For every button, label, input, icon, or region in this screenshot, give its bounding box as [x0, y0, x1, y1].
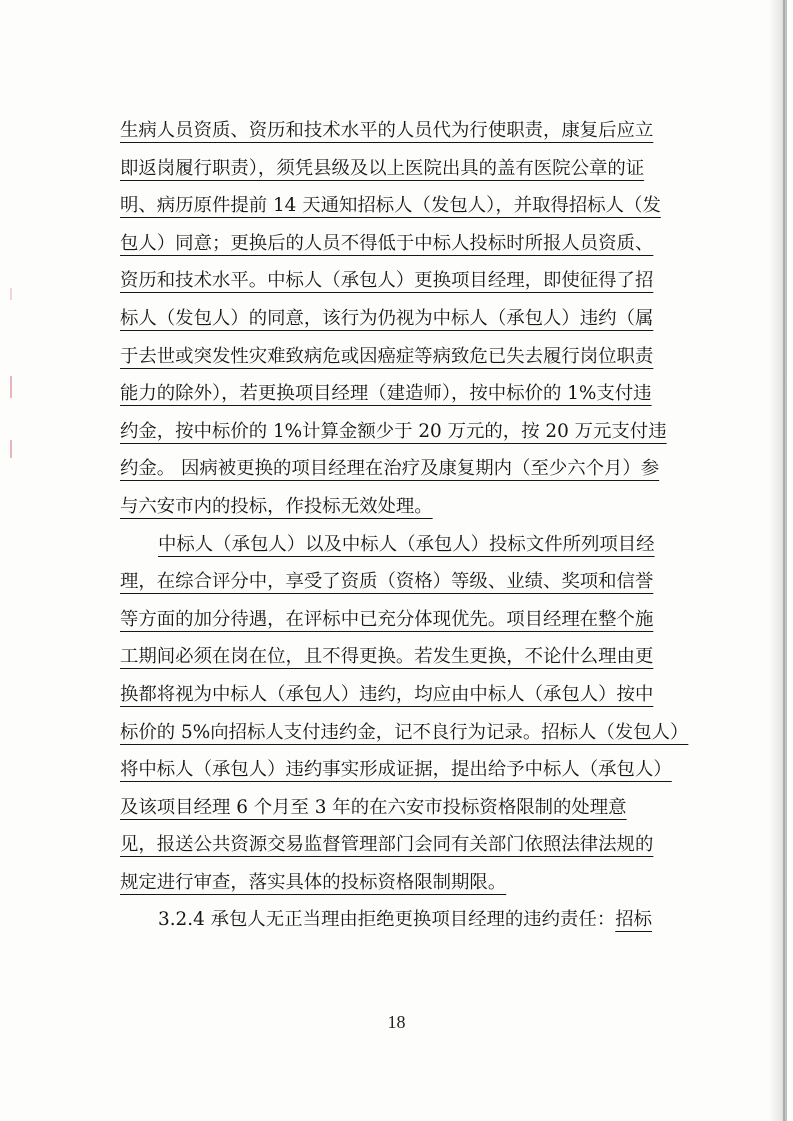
- paragraph-1: [120, 112, 690, 526]
- text-line: 见，报送公共资源交易监督管理部门会同有关部门依照法律法规的: [120, 834, 654, 856]
- text-line: 能力的除外），若更换项目经理（建造师），按中标价的 1%支付违: [120, 383, 652, 405]
- scan-edge-line: [783, 0, 785, 1121]
- body-text: [120, 112, 690, 939]
- text-line: 规定进行审查，落实具体的投标资格限制期限。: [120, 871, 507, 893]
- scan-artifact-mark: [10, 440, 12, 458]
- text-line: 工期间必须在岗在位，且不得更换。若发生更换，不论什么理由更: [120, 646, 654, 668]
- paragraph-3: [120, 901, 690, 939]
- section-heading-line: [120, 901, 690, 939]
- text-line: 将中标人（承包人）违约事实形成证据，提出给予中标人（承包人）: [120, 759, 672, 781]
- text-line: 资历和技术水平。中标人（承包人）更换项目经理，即使征得了招: [120, 270, 654, 292]
- text-line: 及该项目经理 6 个月至 3 年的在六安市投标资格限制的处理意: [120, 796, 627, 818]
- text-line: 即返岗履行职责），须凭县级及以上医院出具的盖有医院公章的证: [120, 157, 645, 179]
- text-line: 约金，按中标价的 1%计算金额少于 20 万元的，按 20 万元支付违: [120, 420, 667, 442]
- scan-artifact-mark: [10, 376, 12, 398]
- text-line: 标价的 5%向招标人支付违约金，记不良行为记录。招标人（发包人）: [120, 721, 689, 743]
- paragraph-2: [120, 526, 690, 902]
- text-line: 约金。 因病被更换的项目经理在治疗及康复期内（至少六个月）参: [120, 458, 660, 480]
- text-line: 等方面的加分待遇，在评标中已充分体现优先。项目经理在整个施: [120, 608, 654, 630]
- scan-artifact-mark: [10, 288, 12, 300]
- text-line: 于去世或突发性灾难致病危或因癌症等病致危已失去履行岗位职责: [120, 345, 654, 367]
- text-line: 明、病历原件提前 14 天通知招标人（发包人），并取得招标人（发: [120, 195, 661, 217]
- section-heading-text: 3.2.4 承包人无正当理由拒绝更换项目经理的违约责任：: [158, 909, 616, 931]
- section-heading-underlined-text: 招标: [615, 909, 653, 931]
- text-line: 生病人员资质、资历和技术水平的人员代为行使职责，康复后应立: [120, 120, 654, 141]
- text-line: 中标人（承包人）以及中标人（承包人）投标文件所列项目经: [158, 533, 655, 555]
- text-line: 标人（发包人）的同意，该行为仍视为中标人（承包人）违约（属: [120, 307, 654, 329]
- text-line: 换都将视为中标人（承包人）违约，均应由中标人（承包人）按中: [120, 683, 654, 705]
- text-line: 与六安市内的投标，作投标无效处理。: [120, 495, 433, 517]
- text-line: 理，在综合评分中，享受了资质（资格）等级、业绩、奖项和信誉: [120, 571, 654, 593]
- text-line: 包人）同意；更换后的人员不得低于中标人投标时所报人员资质、: [120, 232, 654, 254]
- page-number: 18: [387, 1012, 406, 1032]
